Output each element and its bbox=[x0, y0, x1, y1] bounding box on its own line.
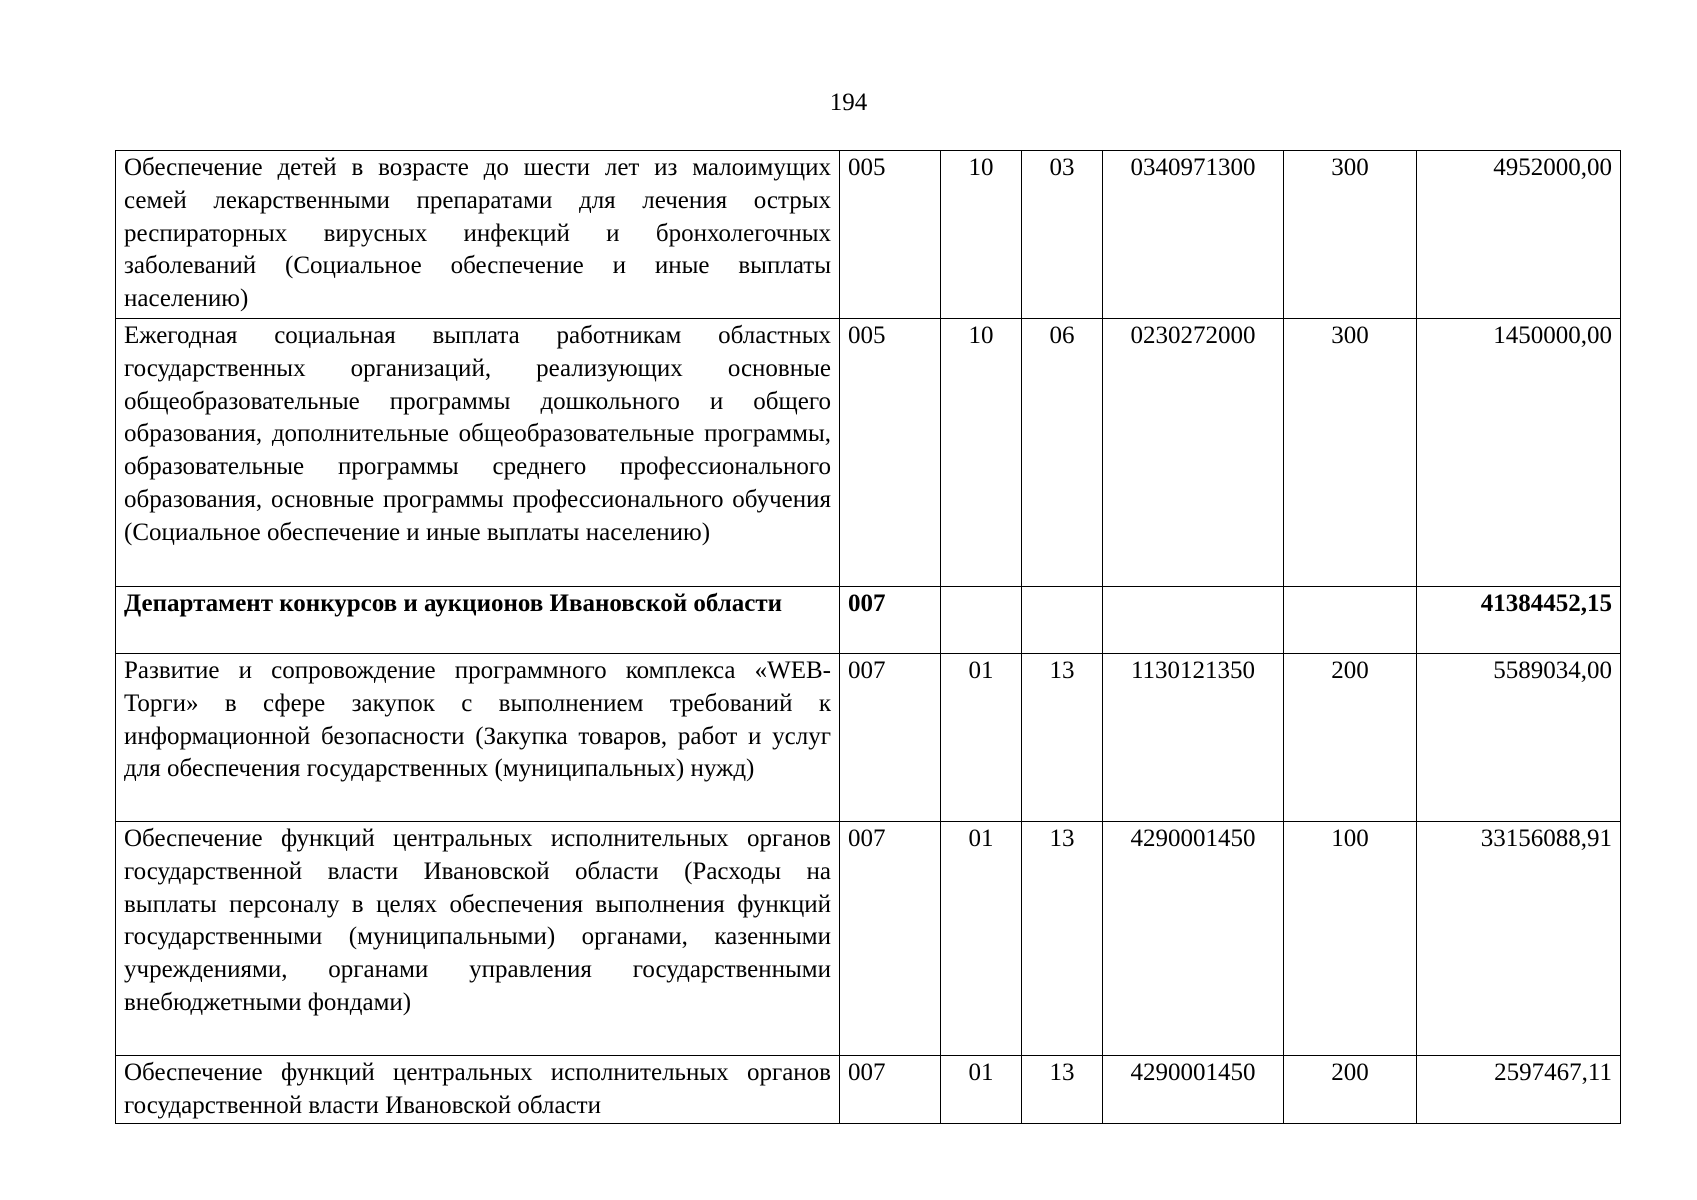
row-admin-code: 007 bbox=[840, 654, 941, 822]
row-description: Обеспечение функций центральных исполнительных органов государственной власти Ивановской области (Расходы на выплаты персоналу в целях обеспечения выполнения функций государственными (муниципальными) органами, казенными учреждениями, органами управления государственными внебюджетными фондами) bbox=[116, 822, 840, 1056]
page-number: 194 bbox=[829, 89, 868, 116]
row-description: Ежегодная социальная выплата работникам областных государственных организаций, реализующих основные общеобразовательные программы дошкольного и общего образования, дополнительные общеобразовательные программы, образовательные программы среднего профессионального образования, основные программы профессионального обучения (Социальное обеспечение и иные выплаты населению) bbox=[116, 319, 840, 587]
row-expense-type-code: 100 bbox=[1284, 822, 1417, 1056]
row-amount: 2597467,11 bbox=[1417, 1056, 1621, 1124]
row-subsection-code bbox=[1022, 587, 1103, 654]
table-row bbox=[116, 654, 1621, 822]
table-row bbox=[116, 151, 1621, 319]
row-section-code: 10 bbox=[941, 151, 1022, 319]
row-amount: 1450000,00 bbox=[1417, 319, 1621, 587]
row-admin-code: 005 bbox=[840, 319, 941, 587]
row-target-code: 4290001450 bbox=[1103, 1056, 1284, 1124]
row-admin-code: 007 bbox=[840, 1056, 941, 1124]
row-target-code: 0340971300 bbox=[1103, 151, 1284, 319]
row-description: Обеспечение функций центральных исполнительных органов государственной власти Ивановской области bbox=[116, 1056, 840, 1124]
row-amount: 4952000,00 bbox=[1417, 151, 1621, 319]
row-expense-type-code bbox=[1284, 587, 1417, 654]
row-admin-code: 007 bbox=[840, 822, 941, 1056]
row-section-code: 01 bbox=[941, 654, 1022, 822]
row-expense-type-code: 300 bbox=[1284, 151, 1417, 319]
row-section-code: 10 bbox=[941, 319, 1022, 587]
row-description: Развитие и сопровождение программного комплекса «WEB-Торги» в сфере закупок с выполнением требований к информационной безопасности (Закупка товаров, работ и услуг для обеспечения государственных (муниципальных) нужд) bbox=[116, 654, 840, 822]
table-row bbox=[116, 1056, 1621, 1124]
row-expense-type-code: 300 bbox=[1284, 319, 1417, 587]
row-expense-type-code: 200 bbox=[1284, 1056, 1417, 1124]
table-row bbox=[116, 319, 1621, 587]
row-description: Департамент конкурсов и аукционов Ивановской области bbox=[116, 587, 840, 654]
row-target-code: 4290001450 bbox=[1103, 822, 1284, 1056]
row-amount: 33156088,91 bbox=[1417, 822, 1621, 1056]
row-target-code: 0230272000 bbox=[1103, 319, 1284, 587]
row-subsection-code: 06 bbox=[1022, 319, 1103, 587]
row-section-code: 01 bbox=[941, 1056, 1022, 1124]
row-subsection-code: 13 bbox=[1022, 654, 1103, 822]
row-section-code bbox=[941, 587, 1022, 654]
budget-table bbox=[115, 150, 1621, 1124]
row-admin-code: 007 bbox=[840, 587, 941, 654]
row-expense-type-code: 200 bbox=[1284, 654, 1417, 822]
row-target-code bbox=[1103, 587, 1284, 654]
budget-table-body bbox=[116, 151, 1621, 1124]
row-amount: 5589034,00 bbox=[1417, 654, 1621, 822]
table-row-department bbox=[116, 587, 1621, 654]
row-section-code: 01 bbox=[941, 822, 1022, 1056]
row-subsection-code: 03 bbox=[1022, 151, 1103, 319]
row-admin-code: 005 bbox=[840, 151, 941, 319]
table-row bbox=[116, 822, 1621, 1056]
row-subsection-code: 13 bbox=[1022, 822, 1103, 1056]
row-subsection-code: 13 bbox=[1022, 1056, 1103, 1124]
row-target-code: 1130121350 bbox=[1103, 654, 1284, 822]
row-amount: 41384452,15 bbox=[1417, 587, 1621, 654]
row-description: Обеспечение детей в возрасте до шести лет из малоимущих семей лекарственными препаратами для лечения острых респираторных вирусных инфекций и бронхолегочных заболеваний (Социальное обеспечение и иные выплаты населению) bbox=[116, 151, 840, 319]
